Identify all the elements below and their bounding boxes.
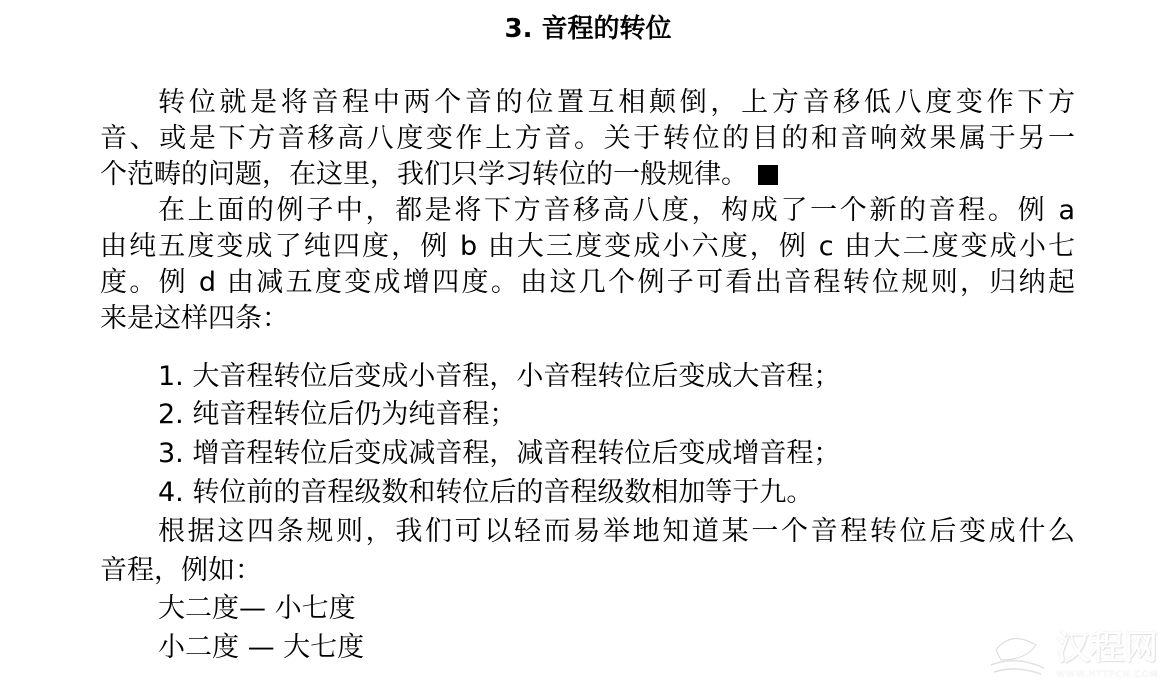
section-title: 3. 音程的转位 — [504, 14, 672, 44]
example-line: 小二度 — 大七度 — [158, 632, 365, 663]
rule-item: 4. 转位前的音程级数和转位后的音程级数相加等于九。 — [158, 477, 814, 508]
watermark-logo — [986, 610, 1176, 690]
paragraph-line: 度。例 d 由减五度变成增四度。由这几个例子可看出音程转位规则，归纳起 — [100, 267, 1075, 298]
rule-item: 2. 纯音程转位后仍为纯音程； — [158, 399, 517, 430]
paragraph-line — [100, 158, 778, 192]
paragraph-text: 个范畴的问题，在这里，我们只学习转位的一般规律。 — [100, 159, 748, 190]
paragraph-line: 来是这样四条： — [100, 303, 289, 334]
end-mark-icon — [758, 165, 778, 185]
paragraph-line: 转位就是将音程中两个音的位置互相颠倒，上方音移低八度变作下方 — [158, 87, 1075, 118]
paragraph-line: 根据这四条规则，我们可以轻而易举地知道某一个音程转位后变成什么 — [158, 516, 1075, 547]
paragraph-line: 在上面的例子中，都是将下方音移高八度，构成了一个新的音程。例 a — [158, 195, 1075, 226]
fish-logo-icon — [986, 610, 1046, 680]
example-line: 大二度— 小七度 — [158, 593, 356, 624]
paragraph-line: 音程，例如： — [100, 555, 262, 586]
rule-item: 1. 大音程转位后变成小音程，小音程转位后变成大音程； — [158, 361, 841, 392]
rule-item: 3. 增音程转位后变成减音程，减音程转位后变成增音程； — [158, 438, 841, 469]
paragraph-line: 由纯五度变成了纯四度，例 b 由大三度变成小六度，例 c 由大二度变成小七 — [100, 231, 1075, 262]
watermark-name: 汉程网 — [1056, 628, 1158, 668]
watermark-url: WWW.HTTPCN.COM — [1056, 670, 1159, 680]
paragraph-line: 音、或是下方音移高八度变作上方音。关于转位的目的和音响效果属于另一 — [100, 123, 1075, 154]
